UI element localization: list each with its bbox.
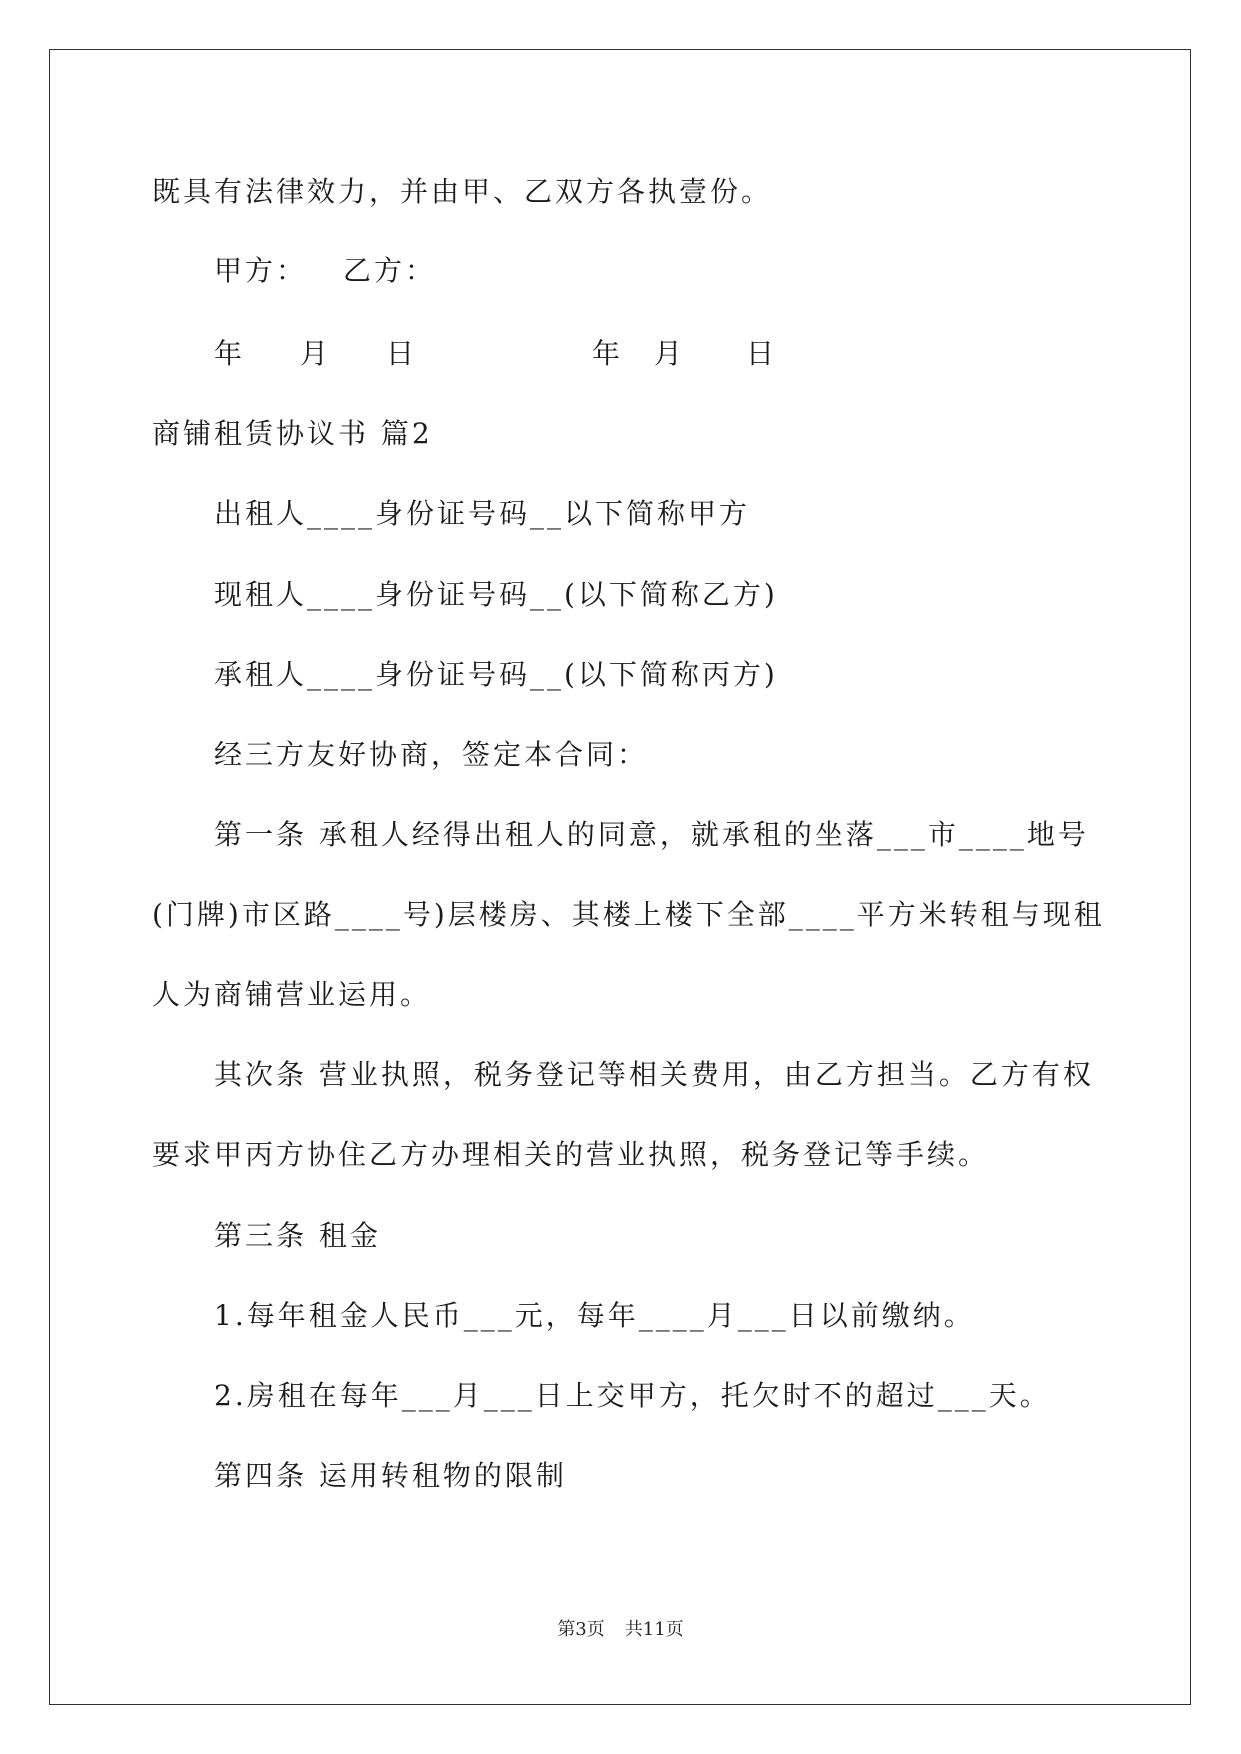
- section-heading: 商铺租赁协议书 篇2: [152, 417, 433, 450]
- date-b-day: 日: [746, 337, 778, 370]
- date-a-month: 月: [300, 337, 332, 370]
- article-2-line-1: 其次条 营业执照，税务登记等相关费用，由乙方担当。乙方有权: [214, 1058, 1094, 1091]
- current-tenant-line: 现租人____身份证号码__(以下简称乙方): [214, 578, 778, 611]
- party-b-label: 乙方：: [343, 254, 437, 287]
- article-4-title: 第四条 运用转租物的限制: [214, 1459, 567, 1492]
- article-3-title: 第三条 租金: [214, 1219, 381, 1252]
- text-line: 既具有法律效力，并由甲、乙双方各执壹份。: [152, 175, 773, 208]
- article-2-line-2: 要求甲丙方协住乙方办理相关的营业执照，税务登记等手续。: [152, 1138, 990, 1171]
- article-1-line-3: 人为商铺营业运用。: [152, 978, 432, 1011]
- agreement-intro: 经三方友好协商，签定本合同：: [214, 738, 649, 771]
- date-a-day: 日: [386, 337, 418, 370]
- article-1-line-1: 第一条 承租人经得出租人的同意，就承租的坐落___市____地号: [214, 818, 1089, 851]
- page-number: 第3页: [557, 1619, 605, 1640]
- page-total: 共11页: [624, 1619, 684, 1640]
- page-footer: [0, 1618, 1241, 1642]
- article-3-item-1: 1.每年租金人民币___元，每年____月___日以前缴纳。: [214, 1299, 975, 1332]
- subtenant-line: 承租人____身份证号码__(以下简称丙方): [214, 658, 778, 691]
- date-b-month: 月: [654, 337, 686, 370]
- date-b-year: 年: [592, 337, 624, 370]
- lessor-line: 出租人____身份证号码__以下简称甲方: [214, 497, 751, 530]
- article-3-item-2: 2.房租在每年___月___日上交甲方，托欠时不的超过___天。: [214, 1379, 1051, 1412]
- article-1-line-2: (门牌)市区路____号)层楼房、其楼上楼下全部____平方米转租与现租: [152, 898, 1105, 931]
- party-a-label: 甲方：: [214, 254, 308, 287]
- signature-parties: [214, 251, 436, 291]
- date-a-year: 年: [214, 337, 246, 370]
